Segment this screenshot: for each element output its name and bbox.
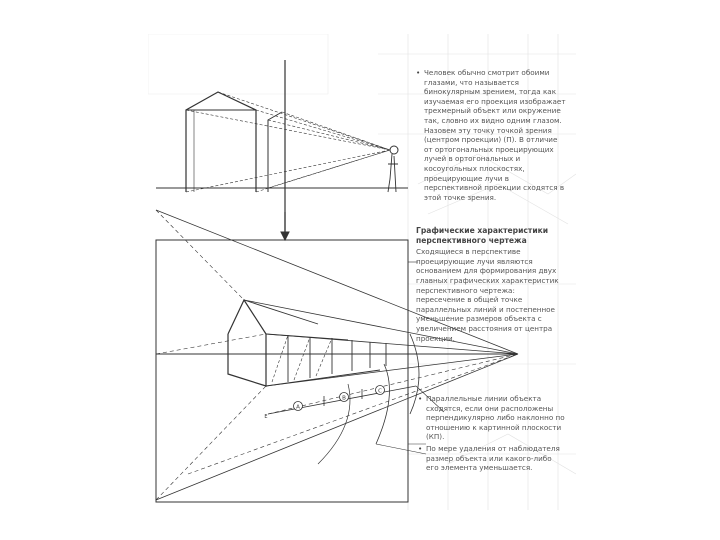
book-page	[148, 34, 576, 510]
label-e: E	[264, 414, 268, 420]
note-parallel-lines: • Параллельные линии объекта сходятся, если они расположены перпендикулярно либо наклонно по отношению к картинной плоскости (КП).	[426, 394, 566, 442]
label-b: B	[342, 395, 346, 402]
section-heading: Графические характеристики перспективного чертежа	[416, 226, 549, 245]
characteristics-section	[416, 226, 566, 343]
label-a: A	[296, 404, 300, 411]
label-c: C	[378, 388, 382, 395]
top-view-drawing	[156, 60, 408, 234]
characteristics-text: Сходящиеся в перспективе проецирующие лучи являются основанием для формирования двух главных графических характеристик перспективного чертежа: пересечение в общей точке параллельных линий и постепенное уменьшение размеров объекта с увеличением расстояния от центра проекции.	[416, 247, 559, 343]
down-arrow	[281, 212, 289, 240]
intro-text: • Человек обычно смотрит обоими глазами, что называется бинокулярным зрением, тогда как изучаемая его проекция изображает трехмерный объект или окружение так, словно их видно одним глазом. Назовем эту точку точкой зрения (центром проекции) (П). В отличие от ортогональных проецирующих лучей в ортогональных и косоугольных плоскостях, проецирующие лучи в перспективной проекции сходятся в этой точке зрения.	[424, 68, 566, 202]
note-size-decrease: • По мере удаления от наблюдателя размер объекта или какого-либо его элемента уменьшается.	[426, 444, 566, 473]
